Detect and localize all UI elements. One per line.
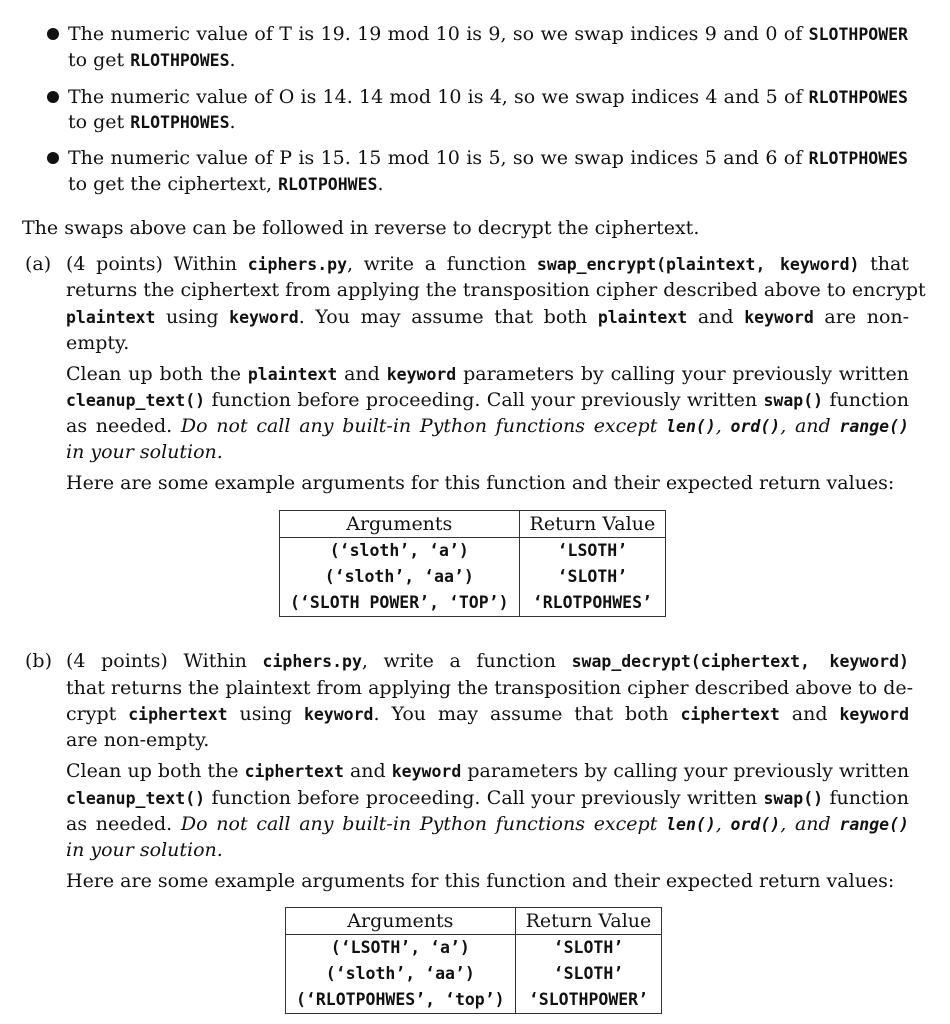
- part-b-examples-table: [285, 907, 662, 1014]
- bullet-line: The numeric value of O is 14. 14 mod 10 is 4, so we swap indices 4 and 5 of RLOTHPOWES: [68, 86, 908, 108]
- part-b-cleanup-line: as needed. Do not call any built-in Python functions except len(), ord(), and range(): [66, 813, 909, 835]
- part-a-examples-intro: Here are some example arguments for this function and their expected return values:: [66, 472, 895, 494]
- table-row: [286, 961, 662, 987]
- table-row: [280, 590, 666, 617]
- bullet-line: to get the ciphertext, RLOTPOHWES.: [68, 173, 384, 195]
- table-cell: (‘LSOTH’, ‘a’): [286, 935, 516, 962]
- bullet-line: to get RLOTHPOWES.: [68, 49, 236, 71]
- part-b-desc-line: crypt ciphertext using keyword. You may assume that both ciphertext and keyword: [66, 703, 910, 725]
- part-a-cleanup-line: Clean up both the plaintext and keyword parameters by calling your previously written: [66, 363, 909, 385]
- table-cell: (‘RLOTPOHWES’, ‘top’): [286, 987, 516, 1014]
- table-cell: ‘RLOTPOHWES’: [519, 590, 666, 617]
- part-a-cleanup-line: cleanup_text() function before proceeding. Call your previously written swap() function: [66, 389, 909, 411]
- table-cell: ‘LSOTH’: [519, 538, 666, 565]
- part-b-cleanup-line: in your solution.: [66, 839, 223, 861]
- part-a-desc-line: (4 points) Within ciphers.py, write a function swap_encrypt(plaintext, keyword) that: [66, 253, 909, 275]
- table-header-cell: Arguments: [280, 511, 520, 538]
- part-b-desc-line: are non-empty.: [66, 729, 210, 751]
- part-a-cleanup-line: as needed. Do not call any built-in Python functions except len(), ord(), and range(): [66, 415, 909, 437]
- table-row: [280, 538, 666, 565]
- part-a-label: (a): [25, 253, 52, 275]
- table-cell: ‘SLOTH’: [519, 564, 666, 590]
- table-cell: (‘sloth’, ‘a’): [280, 538, 520, 565]
- bullet-line: to get RLOTPHOWES.: [68, 111, 236, 133]
- part-a-cleanup-line: in your solution.: [66, 441, 223, 463]
- part-a-desc-line: plaintext using keyword. You may assume that both plaintext and keyword are non-: [66, 306, 910, 328]
- table-cell: (‘sloth’, ‘aa’): [286, 961, 516, 987]
- bullet-line: The numeric value of T is 19. 19 mod 10 is 9, so we swap indices 9 and 0 of SLOTHPOWER: [68, 23, 908, 45]
- part-a-examples-table: [279, 510, 666, 617]
- part-b-cleanup-line: Clean up both the ciphertext and keyword parameters by calling your previously written: [66, 760, 910, 782]
- table-cell: ‘SLOTHPOWER’: [515, 987, 662, 1014]
- part-a-desc-line: returns the ciphertext from applying the transposition cipher described above to encrypt: [66, 279, 926, 301]
- table-header-row: [286, 908, 662, 935]
- part-a-desc-line: empty.: [66, 332, 130, 354]
- table-cell: (‘SLOTH POWER’, ‘TOP’): [280, 590, 520, 617]
- part-b-desc-line: that returns the plaintext from applying the transposition cipher described above to de-: [66, 677, 914, 699]
- bullet-dot: [47, 28, 59, 40]
- bullet-dot: [47, 152, 59, 164]
- part-b-cleanup-line: cleanup_text() function before proceeding. Call your previously written swap() function: [66, 787, 909, 809]
- table-header-cell: Arguments: [286, 908, 516, 935]
- table-row: [286, 987, 662, 1014]
- table-row: [286, 935, 662, 962]
- table-header-cell: Return Value: [515, 908, 662, 935]
- table-cell: ‘SLOTH’: [515, 935, 662, 962]
- table-cell: ‘SLOTH’: [515, 961, 662, 987]
- intro-text: The swaps above can be followed in reverse to decrypt the ciphertext.: [22, 217, 700, 239]
- bullet-line: The numeric value of P is 15. 15 mod 10 is 5, so we swap indices 5 and 6 of RLOTPHOWES: [68, 147, 908, 169]
- table-header-row: [280, 511, 666, 538]
- part-b-examples-intro: Here are some example arguments for this function and their expected return values:: [66, 870, 895, 892]
- bullet-dot: [47, 91, 59, 103]
- part-b-desc-line: (4 points) Within ciphers.py, write a function swap_decrypt(ciphertext, keyword): [66, 650, 909, 672]
- table-header-cell: Return Value: [519, 511, 666, 538]
- table-cell: (‘sloth’, ‘aa’): [280, 564, 520, 590]
- table-row: [280, 564, 666, 590]
- part-b-label: (b): [25, 650, 52, 672]
